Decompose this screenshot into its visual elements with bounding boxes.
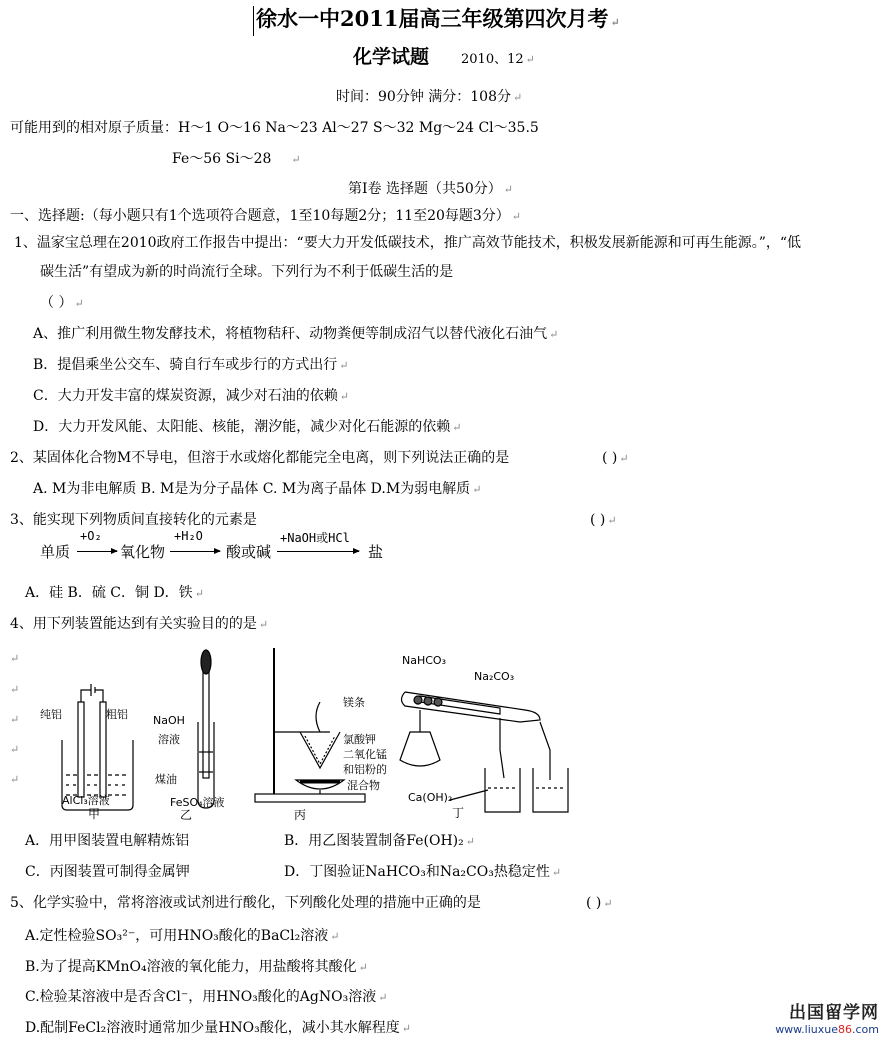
arrow1-label: +O₂ [80, 529, 102, 543]
q1-option-a: A、推广利用微生物发酵技术，将植物秸秆、动物粪便等制成沼气以替代液化石油气 ↵ [33, 326, 559, 342]
q5-option-d: D.配制FeCl₂溶液时通常加少量HNO₃酸化，减小其水解程度 ↵ [25, 1020, 411, 1036]
q1-stem-line2: 碳生活”有望成为新的时尚流行全球。下列行为不利于低碳生活的是 [40, 264, 454, 280]
q5-stem: 5、化学实验中，常将溶液或试剂进行酸化，下列酸化处理的措施中正确的是 [10, 895, 481, 911]
apparatus-yi [198, 650, 214, 808]
q4-stem: 4、用下列装置能达到有关实验目的的是 ↵ [10, 616, 269, 632]
caption-bing: 丙 [294, 808, 307, 822]
scheme-acid-base: 酸或碱 [226, 543, 272, 561]
scheme-salt: 盐 [368, 543, 384, 561]
label-nahco3: NaHCO₃ [402, 654, 446, 667]
atomic-masses-line1: 可能用到的相对原子质量：H～1 O～16 Na～23 Al～27 S～32 Mg～24 Cl～35.5 [10, 120, 539, 136]
time-score: 时间：90分钟 满分：108分 ↵ [336, 89, 523, 105]
section-intro: 一、选择题:（每小题只有1个选项符合题意，1至10每题2分；11至20每题3分） ↵ [10, 208, 522, 224]
label-naoh: NaOH [153, 714, 185, 727]
arrow-1 [77, 551, 117, 552]
q3-stem: 3、能实现下列物质间直接转化的元素是 [10, 512, 257, 528]
label-al-mix: 和铝粉的 [343, 763, 387, 776]
q5-blank: ( ) ↵ [586, 895, 613, 911]
caption-jia: 甲 [88, 807, 101, 821]
blank-line-mark: ↵ [10, 652, 20, 665]
q2-blank: ( ) ↵ [602, 450, 629, 466]
q1-blank: （ ） ↵ [40, 295, 84, 311]
q4-option-b: B．用乙图装置制备Fe(OH)₂ ↵ [284, 833, 475, 849]
label-na2co3: Na₂CO₃ [474, 670, 515, 683]
arrow-2 [170, 551, 220, 552]
label-caoh2: Ca(OH)₂ [408, 791, 453, 804]
q5-option-a: A.定性检验SO₃²⁻，可用HNO₃酸化的BaCl₂溶液 ↵ [25, 928, 340, 944]
exam-date: 2010、12 [461, 52, 524, 67]
section-heading: 第Ⅰ卷 选择题（共50分） ↵ [348, 181, 514, 197]
caption-yi: 乙 [180, 808, 193, 822]
caption-ding: 丁 [452, 806, 465, 820]
label-alcl3: AlCl₃溶液 [62, 794, 110, 807]
arrow-3 [277, 551, 359, 552]
label-kclo3: 氯酸钾 [343, 733, 376, 746]
label-solution: 溶液 [158, 733, 180, 746]
scheme-element: 单质 [40, 543, 71, 561]
q2-options: A. M为非电解质 B. M是为分子晶体 C. M为离子晶体 D.M为弱电解质 ↵ [33, 481, 482, 497]
label-feso4: FeSO₄溶液 [170, 796, 225, 809]
label-mno2: 二氧化锰 [343, 748, 387, 761]
atomic-masses-line2: Fe～56 Si～28 ↵ [172, 151, 301, 167]
q5-option-b: B.为了提高KMnO₄溶液的氧化能力，用盐酸将其酸化 ↵ [25, 959, 368, 975]
subject-title: 化学试题 [353, 46, 430, 68]
watermark-url: www.liuxue86.com [775, 1023, 879, 1036]
q1-option-d: D．大力开发风能、太阳能、核能，潮汐能，减少对化石能源的依赖 ↵ [33, 419, 462, 435]
watermark-brand: 出国留学网 [789, 1003, 879, 1023]
blank-line-mark: ↵ [10, 683, 20, 696]
q3-blank: ( ) ↵ [590, 512, 617, 528]
q5-option-c: C.检验某溶液中是否含Cl⁻，用HNO₃酸化的AgNO₃溶液 ↵ [25, 989, 388, 1005]
scheme-oxide: 氧化物 [120, 543, 166, 561]
title-text: 徐水一中2011届高三年级第四次月考 [256, 6, 609, 31]
label-kerosene: 煤油 [155, 773, 177, 786]
label-mg-strip: 镁条 [343, 696, 365, 709]
q2-stem: 2、某固体化合物M不导电，但溶于水或熔化都能完全电离，则下列说法正确的是 [10, 450, 510, 466]
q1-option-b: B．提倡乘坐公交车、骑自行车或步行的方式出行 ↵ [33, 357, 349, 373]
label-mixture: 混合物 [347, 779, 380, 792]
blank-line-mark: ↵ [10, 743, 20, 756]
arrow3-label: +NaOH或HCl [280, 531, 350, 545]
label-crude-al: 粗铝 [106, 708, 128, 721]
blank-line-mark: ↵ [10, 713, 20, 726]
subtitle-row: 化学试题 2010、12 ↵ [353, 46, 535, 68]
q4-option-a: A．用甲图装置电解精炼铝 [25, 833, 190, 849]
q1-option-c: C．大力开发丰富的煤炭资源，减少对石油的依赖 ↵ [33, 388, 349, 404]
blank-line-mark: ↵ [10, 773, 20, 786]
q4-option-d: D．丁图验证NaHCO₃和Na₂CO₃热稳定性 ↵ [284, 864, 562, 880]
q3-options: A．硅 B．硫 C．铜 D．铁 ↵ [25, 585, 204, 601]
q1-stem-line1: 1、温家宝总理在2010政府工作报告中提出：“要大力开发低碳技术，推广高效节能技术，积极发展新能源和可再生能源。”，“低 [14, 235, 802, 251]
page-title: 徐水一中2011届高三年级第四次月考 ↵ [253, 6, 620, 36]
q4-option-c: C．丙图装置可制得金属钾 [25, 864, 190, 880]
arrow2-label: +H₂O [174, 529, 203, 543]
watermark-logo [775, 998, 879, 1036]
label-pure-al: 纯铝 [40, 708, 62, 721]
